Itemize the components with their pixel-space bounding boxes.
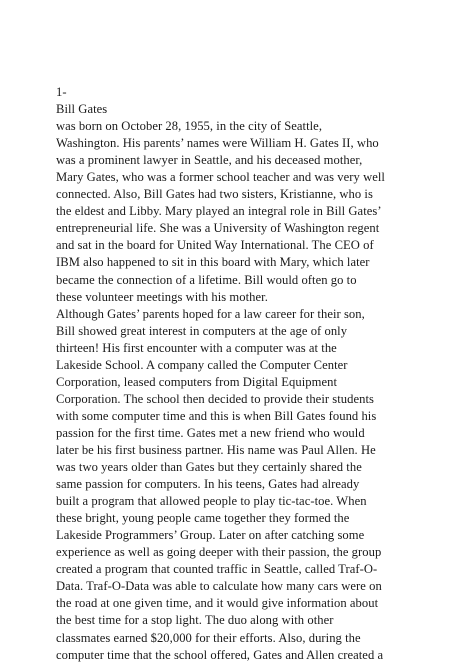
text-line: Lakeside School. A company called the Computer Center xyxy=(56,357,348,372)
text-line: the eldest and Libby. Mary played an integral role in Bill Gates’ xyxy=(56,204,382,219)
text-line: built a program that allowed people to play tic-tac-toe. When xyxy=(56,494,367,509)
text-line: Corporation. The school then decided to provide their students xyxy=(56,391,374,406)
text-line: computer time that the school offered, Gates and Allen created a xyxy=(56,647,384,662)
text-line: connected. Also, Bill Gates had two sisters, Kristianne, who is xyxy=(56,187,373,202)
text-line: Washington. His parents’ names were William H. Gates II, who xyxy=(56,136,379,151)
text-line: later be his first business partner. His name was Paul Allen. He xyxy=(56,442,376,457)
text-line: thirteen! His first encounter with a computer was at the xyxy=(56,340,337,355)
text-line: these bright, young people came together they formed the xyxy=(56,511,350,526)
text-line: entrepreneurial life. She was a University of Washington regent xyxy=(56,221,380,236)
text-line: these volunteer meetings with his mother. xyxy=(56,289,268,304)
section-heading: Bill Gates xyxy=(56,102,108,117)
text-line: Lakeside Programmers’ Group. Later on after catching some xyxy=(56,528,365,543)
document-body xyxy=(56,84,448,664)
text-line: became the connection of a lifetime. Bill would often go to xyxy=(56,272,357,287)
text-line: created a program that counted traffic in Seattle, called Traf-O- xyxy=(56,562,378,577)
section-number: 1- xyxy=(56,85,67,99)
text-line: Data. Traf-O-Data was able to calculate how many cars were on xyxy=(56,579,382,594)
text-line: passion for the first time. Gates met a new friend who would xyxy=(56,425,365,440)
text-line: IBM also happened to sit in this board with Mary, which later xyxy=(56,255,370,270)
text-line: same passion for computers. In his teens, Gates had already xyxy=(56,477,360,492)
text-line: classmates earned $20,000 for their efforts. Also, during the xyxy=(56,630,361,645)
text-line: Although Gates’ parents hoped for a law career for their son, xyxy=(56,306,365,321)
text-line: experience as well as going deeper with their passion, the group xyxy=(56,545,382,560)
text-line: was a prominent lawyer in Seattle, and his deceased mother, xyxy=(56,153,363,168)
text-line: and sat in the board for United Way International. The CEO of xyxy=(56,238,374,253)
text-line: the road at one given time, and it would give information about xyxy=(56,596,379,611)
text-line: was born on October 28, 1955, in the city of Seattle, xyxy=(56,119,323,134)
text-line: Mary Gates, who was a former school teacher and was very well xyxy=(56,170,385,185)
text-line: the best time for a stop light. The duo along with other xyxy=(56,613,334,628)
text-line: was two years older than Gates but they certainly shared the xyxy=(56,460,362,475)
text-line: Bill showed great interest in computers at the age of only xyxy=(56,323,348,338)
text-line: with some computer time and this is when Bill Gates found his xyxy=(56,408,377,423)
text-line: Corporation, leased computers from Digital Equipment xyxy=(56,374,337,389)
